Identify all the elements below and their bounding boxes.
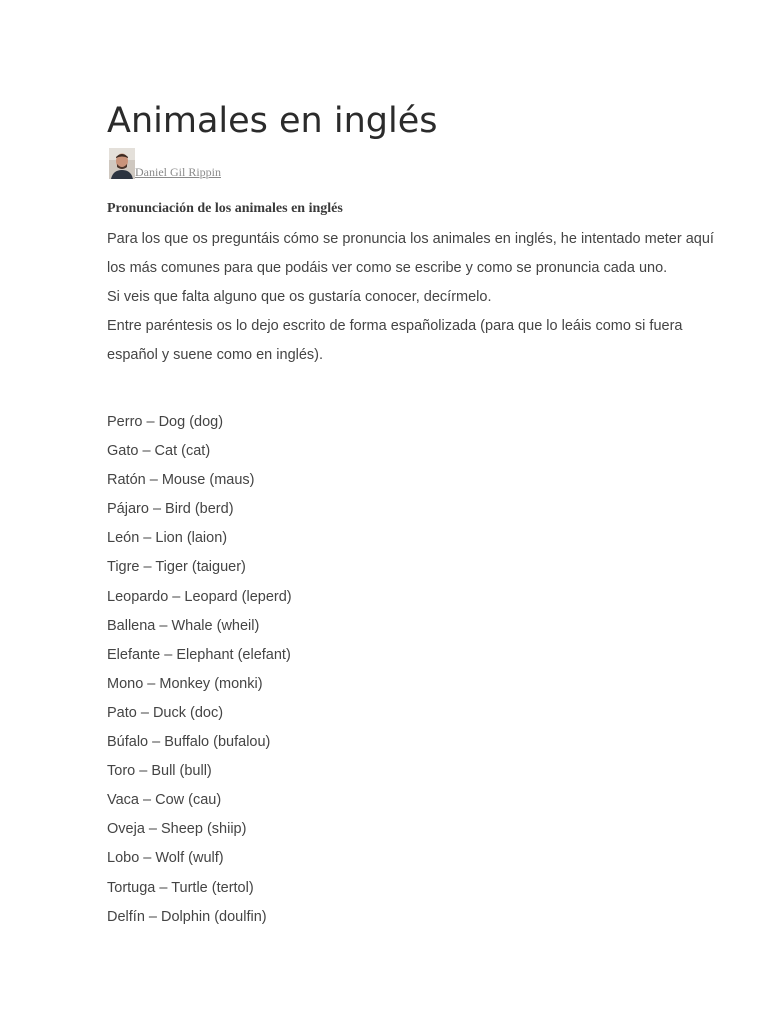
list-item: Búfalo – Buffalo (bufalou)	[107, 734, 271, 751]
list-item: Pájaro – Bird (berd)	[107, 501, 234, 518]
list-item: Mono – Monkey (monki)	[107, 675, 263, 692]
list-item: Delfín – Dolphin (doulfin)	[107, 908, 267, 925]
intro-paragraph: Si veis que falta alguno que os gustaría conocer, decírmelo.	[107, 289, 492, 305]
intro-paragraph: Para los que os preguntáis cómo se pronuncia los animales en inglés, he intentado meter aquí los más comunes para que podáis ver como se escribe y como se pronuncia cada uno.	[107, 231, 714, 276]
list-item: Perro – Dog (dog)	[107, 414, 224, 430]
list-item: Ratón – Mouse (maus)	[107, 472, 255, 489]
list-item: Pato – Duck (doc)	[107, 704, 224, 721]
page-title: Animales en inglés	[107, 101, 438, 141]
list-item: Gato – Cat (cat)	[107, 443, 211, 460]
list-item: Lobo – Wolf (wulf)	[107, 850, 224, 867]
list-item: Ballena – Whale (wheil)	[107, 617, 260, 634]
animal-list	[107, 408, 292, 932]
byline	[109, 145, 221, 179]
intro-text	[107, 225, 727, 370]
author-link[interactable]: Daniel Gil Rippin	[135, 165, 221, 179]
list-item: Tortuga – Turtle (tertol)	[107, 879, 254, 896]
list-item: Leopardo – Leopard (leperd)	[107, 588, 292, 605]
list-item: Oveja – Sheep (shiip)	[107, 821, 247, 838]
list-item: Elefante – Elephant (elefant)	[107, 646, 291, 663]
section-subtitle: Pronunciación de los animales en inglés	[107, 201, 343, 216]
list-item: Tigre – Tiger (taiguer)	[107, 559, 246, 576]
list-item: Vaca – Cow (cau)	[107, 792, 222, 809]
list-item: León – Lion (laion)	[107, 530, 228, 547]
avatar[interactable]	[109, 148, 135, 179]
list-item: Toro – Bull (bull)	[107, 763, 212, 780]
intro-paragraph: Entre paréntesis os lo dejo escrito de forma españolizada (para que lo leáis como si fuera español y suene como en inglés).	[107, 318, 683, 363]
